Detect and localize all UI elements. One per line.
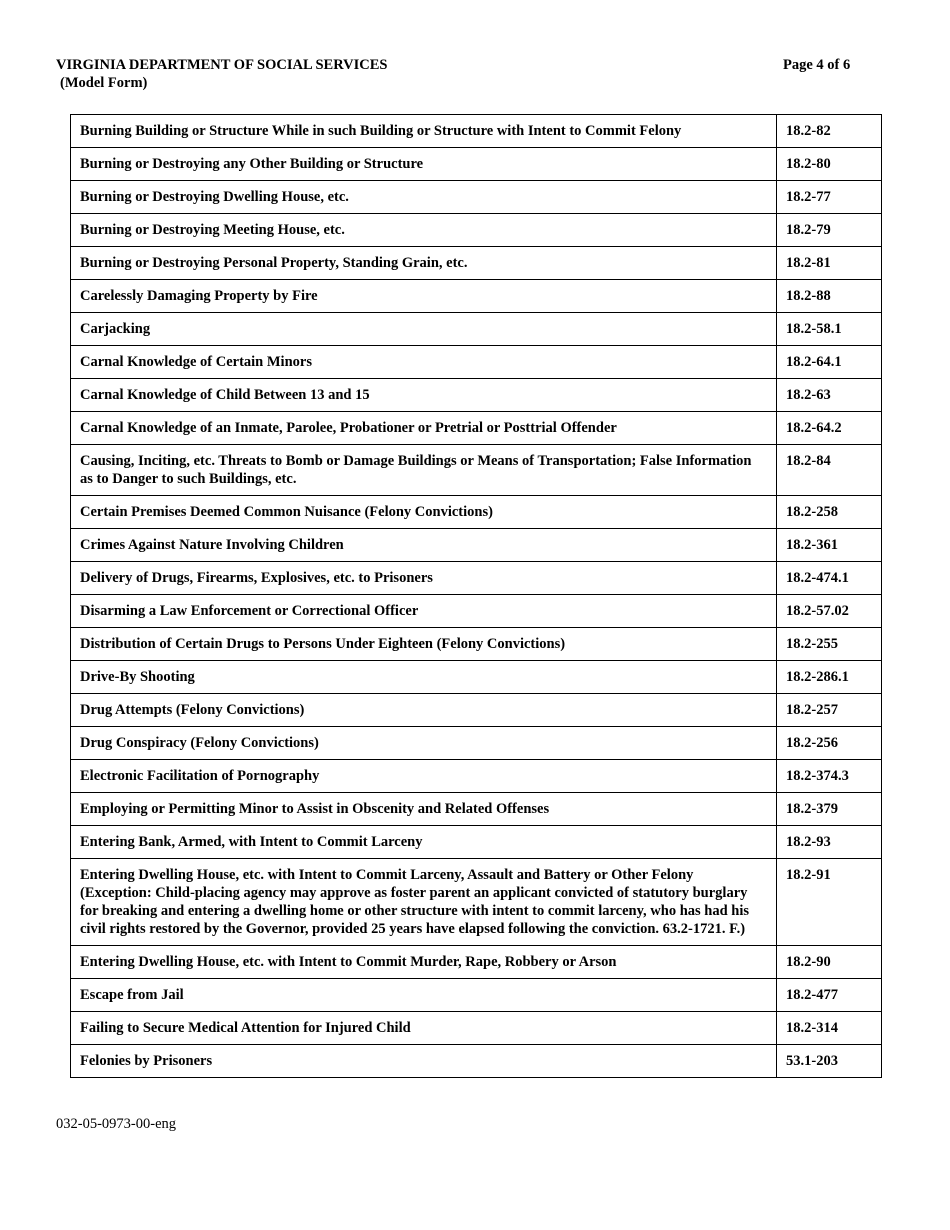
- statute-code: 18.2-64.2: [777, 412, 882, 445]
- offense-name: Escape from Jail: [71, 979, 777, 1012]
- table-row: [71, 979, 882, 1012]
- offense-name: Causing, Inciting, etc. Threats to Bomb or Damage Buildings or Means of Transportation; False Information as to Danger to such Buildings, etc.: [71, 445, 777, 496]
- table-row: [71, 760, 882, 793]
- table-row: [71, 529, 882, 562]
- offense-name: Disarming a Law Enforcement or Correctional Officer: [71, 595, 777, 628]
- agency-title: VIRGINIA DEPARTMENT OF SOCIAL SERVICES: [56, 57, 388, 73]
- offense-name: Burning or Destroying any Other Building or Structure: [71, 148, 777, 181]
- table-row: [71, 148, 882, 181]
- offense-name: Felonies by Prisoners: [71, 1045, 777, 1078]
- offense-name: Distribution of Certain Drugs to Persons Under Eighteen (Felony Convictions): [71, 628, 777, 661]
- statute-code: 18.2-64.1: [777, 346, 882, 379]
- table-row: [71, 793, 882, 826]
- page-indicator: Page 4 of 6: [783, 57, 851, 73]
- table-row: [71, 946, 882, 979]
- statute-code: 18.2-57.02: [777, 595, 882, 628]
- offense-name: Carelessly Damaging Property by Fire: [71, 280, 777, 313]
- table-row: [71, 313, 882, 346]
- statute-code: 18.2-90: [777, 946, 882, 979]
- offense-table-body: [71, 115, 882, 1078]
- table-row: [71, 379, 882, 412]
- table-row: [71, 280, 882, 313]
- statute-code: 18.2-58.1: [777, 313, 882, 346]
- offense-name: Delivery of Drugs, Firearms, Explosives, etc. to Prisoners: [71, 562, 777, 595]
- offense-name: Certain Premises Deemed Common Nuisance (Felony Convictions): [71, 496, 777, 529]
- statute-code: 18.2-361: [777, 529, 882, 562]
- table-row: [71, 562, 882, 595]
- statute-code: 18.2-314: [777, 1012, 882, 1045]
- table-row: [71, 859, 882, 946]
- table-row: [71, 826, 882, 859]
- table-row: [71, 496, 882, 529]
- statute-code: 18.2-84: [777, 445, 882, 496]
- statute-code: 18.2-79: [777, 214, 882, 247]
- offense-name: Entering Dwelling House, etc. with Intent to Commit Murder, Rape, Robbery or Arson: [71, 946, 777, 979]
- statute-code: 18.2-257: [777, 694, 882, 727]
- statute-code: 53.1-203: [777, 1045, 882, 1078]
- table-row: [71, 628, 882, 661]
- table-row: [71, 727, 882, 760]
- offense-name: Carnal Knowledge of Certain Minors: [71, 346, 777, 379]
- statute-code: 18.2-77: [777, 181, 882, 214]
- offense-name: Drive-By Shooting: [71, 661, 777, 694]
- offense-name: Entering Bank, Armed, with Intent to Commit Larceny: [71, 826, 777, 859]
- form-type-label: (Model Form): [60, 75, 148, 91]
- statute-code: 18.2-477: [777, 979, 882, 1012]
- offense-table: [70, 114, 882, 1078]
- table-row: [71, 247, 882, 280]
- statute-code: 18.2-255: [777, 628, 882, 661]
- form-number: 032-05-0973-00-eng: [56, 1116, 177, 1132]
- statute-code: 18.2-81: [777, 247, 882, 280]
- statute-code: 18.2-88: [777, 280, 882, 313]
- statute-code: 18.2-474.1: [777, 562, 882, 595]
- offense-name: Electronic Facilitation of Pornography: [71, 760, 777, 793]
- offense-name: Drug Conspiracy (Felony Convictions): [71, 727, 777, 760]
- statute-code: 18.2-91: [777, 859, 882, 946]
- statute-code: 18.2-374.3: [777, 760, 882, 793]
- offense-name: Burning Building or Structure While in such Building or Structure with Intent to Commit Felony: [71, 115, 777, 148]
- statute-code: 18.2-256: [777, 727, 882, 760]
- table-row: [71, 346, 882, 379]
- table-row: [71, 1045, 882, 1078]
- offense-name: Burning or Destroying Meeting House, etc.: [71, 214, 777, 247]
- table-row: [71, 115, 882, 148]
- statute-code: 18.2-80: [777, 148, 882, 181]
- table-row: [71, 214, 882, 247]
- offense-name: Carnal Knowledge of Child Between 13 and 15: [71, 379, 777, 412]
- offense-name: Crimes Against Nature Involving Children: [71, 529, 777, 562]
- table-row: [71, 412, 882, 445]
- statute-code: 18.2-258: [777, 496, 882, 529]
- offense-name: Drug Attempts (Felony Convictions): [71, 694, 777, 727]
- table-row: [71, 661, 882, 694]
- offense-name: Burning or Destroying Dwelling House, etc.: [71, 181, 777, 214]
- table-row: [71, 595, 882, 628]
- offense-name: Carjacking: [71, 313, 777, 346]
- table-row: [71, 445, 882, 496]
- statute-code: 18.2-82: [777, 115, 882, 148]
- offense-name: Failing to Secure Medical Attention for Injured Child: [71, 1012, 777, 1045]
- statute-code: 18.2-93: [777, 826, 882, 859]
- statute-code: 18.2-379: [777, 793, 882, 826]
- offense-name: Burning or Destroying Personal Property, Standing Grain, etc.: [71, 247, 777, 280]
- offense-name: Employing or Permitting Minor to Assist in Obscenity and Related Offenses: [71, 793, 777, 826]
- offense-name: Entering Dwelling House, etc. with Intent to Commit Larceny, Assault and Battery or Other Felony (Exception: Child-placing agency may approve as foster parent an applicant convicted of statutory burglary for breaking and entering a dwelling home or other structure with intent to commit larceny, who has had his civil rights restored by the Governor, provided 25 years have elapsed following the conviction. 63.2-1721. F.): [71, 859, 777, 946]
- statute-code: 18.2-63: [777, 379, 882, 412]
- table-row: [71, 181, 882, 214]
- offense-name: Carnal Knowledge of an Inmate, Parolee, Probationer or Pretrial or Posttrial Offender: [71, 412, 777, 445]
- table-row: [71, 694, 882, 727]
- statute-code: 18.2-286.1: [777, 661, 882, 694]
- table-row: [71, 1012, 882, 1045]
